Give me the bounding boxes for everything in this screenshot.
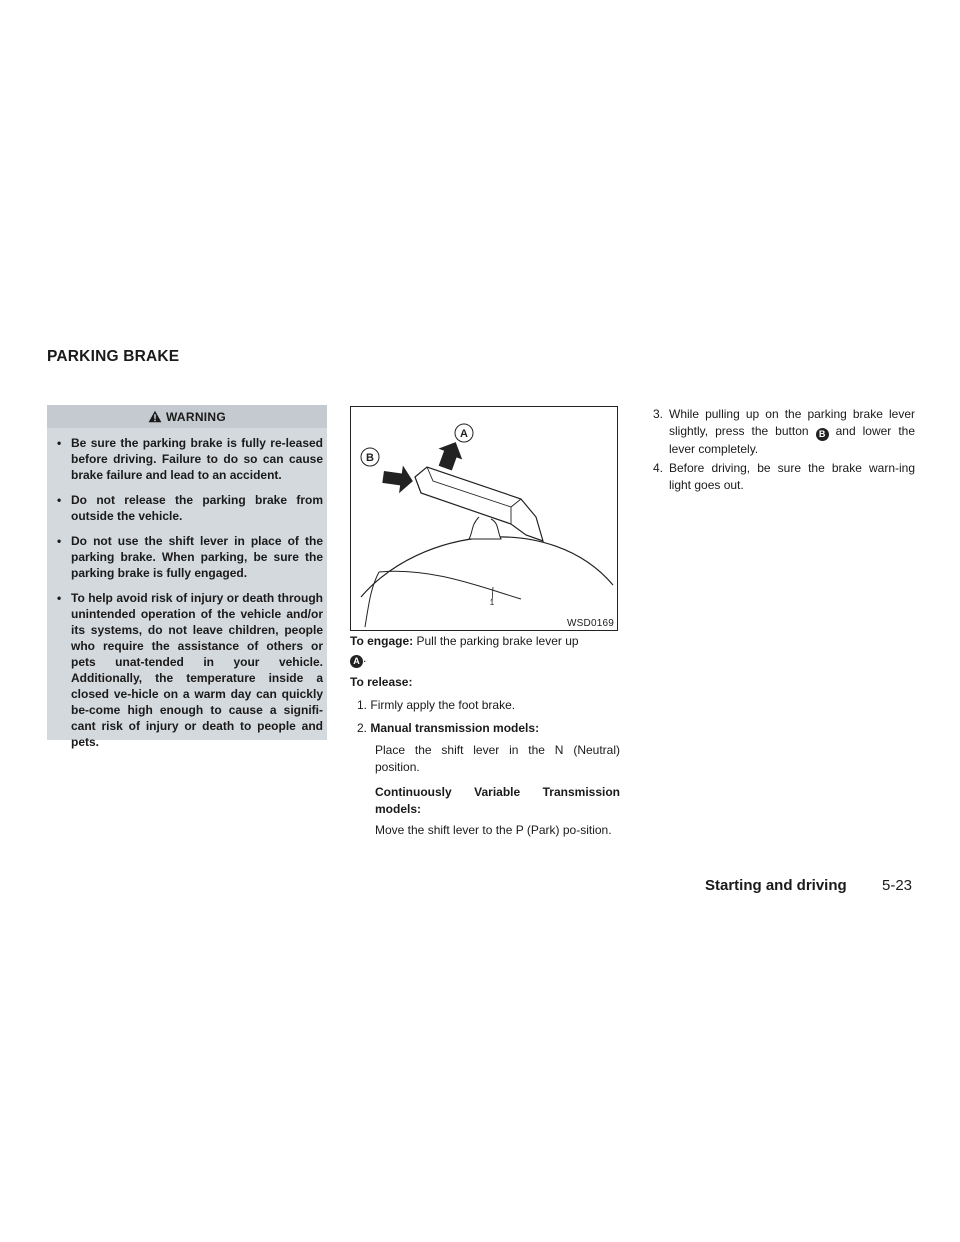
engage-paragraph bbox=[350, 633, 620, 668]
bullet: • bbox=[57, 591, 62, 605]
warning-list bbox=[57, 435, 323, 759]
warning-header bbox=[47, 405, 327, 428]
release-step-3 bbox=[653, 406, 915, 458]
release-step-4 bbox=[653, 460, 915, 494]
warning-item bbox=[57, 492, 323, 524]
cvt-title: Continuously Variable Transmission models: bbox=[375, 785, 620, 816]
marker-b-icon: B bbox=[816, 428, 829, 441]
release-step-1 bbox=[350, 697, 620, 714]
bullet: • bbox=[57, 436, 62, 450]
warning-item bbox=[57, 533, 323, 581]
step-number: 2. bbox=[357, 721, 368, 735]
step-number: 1. bbox=[357, 698, 368, 712]
page-number: 5-23 bbox=[882, 877, 913, 894]
step-text-end: and lower the lever completely. bbox=[669, 424, 915, 456]
warning-triangle-icon bbox=[148, 410, 162, 423]
figure-label-1: 1 bbox=[489, 598, 495, 607]
warning-title: WARNING bbox=[165, 409, 227, 424]
parking-brake-illustration bbox=[351, 407, 617, 630]
cvt-text: Move the shift lever to the P (Park) po-sition. bbox=[375, 823, 612, 837]
engage-label: To engage: bbox=[350, 634, 414, 648]
bullet: • bbox=[57, 534, 62, 548]
manual-transmission-text: Place the shift lever in the N (Neutral) position. bbox=[375, 743, 620, 774]
step-number: 4. bbox=[653, 461, 664, 475]
engage-end: . bbox=[363, 651, 367, 665]
warning-box bbox=[47, 405, 327, 749]
warning-item-text: Do not release the parking brake from outside the vehicle. bbox=[71, 493, 323, 523]
engage-text: Pull the parking brake lever up bbox=[416, 634, 579, 648]
step-text: Firmly apply the foot brake. bbox=[370, 698, 516, 712]
parking-brake-figure bbox=[350, 406, 618, 631]
figure-label-a: A bbox=[460, 428, 468, 440]
release-label: To release: bbox=[350, 675, 413, 689]
marker-a-icon: A bbox=[350, 655, 363, 668]
footer-section-title: Starting and driving bbox=[705, 877, 847, 894]
figure-label-b: B bbox=[366, 452, 374, 464]
release-step-2 bbox=[350, 720, 620, 737]
warning-item bbox=[57, 435, 323, 483]
step-text: While pulling up on the parking brake lever slightly, press the button bbox=[669, 407, 915, 438]
section-title: PARKING BRAKE bbox=[47, 348, 180, 365]
warning-item-text: Do not use the shift lever in place of the parking brake. When parking, be sure the parking brake is fully engaged. bbox=[71, 534, 323, 580]
step-text: Before driving, be sure the brake warn-ing light goes out. bbox=[669, 461, 915, 492]
warning-item-text: To help avoid risk of injury or death through unintended operation of the vehicle and/or its systems, do not leave children, people who require the assistance of others or pets unat-tended in your vehicle. Additionally, the temperature inside a closed ve-hicle on a warm day can quickly be-come high enough to cause a signifi-cant risk of injury or death to people and pets. bbox=[71, 591, 323, 749]
warning-item bbox=[57, 590, 323, 750]
warning-item-text: Be sure the parking brake is fully re-leased before driving. Failure to do so can cause brake failure and lead to an accident. bbox=[71, 436, 323, 482]
step-title: Manual transmission models: bbox=[370, 721, 540, 735]
step-number: 3. bbox=[653, 407, 664, 421]
bullet: • bbox=[57, 493, 62, 507]
figure-code: WSD0169 bbox=[567, 618, 614, 629]
